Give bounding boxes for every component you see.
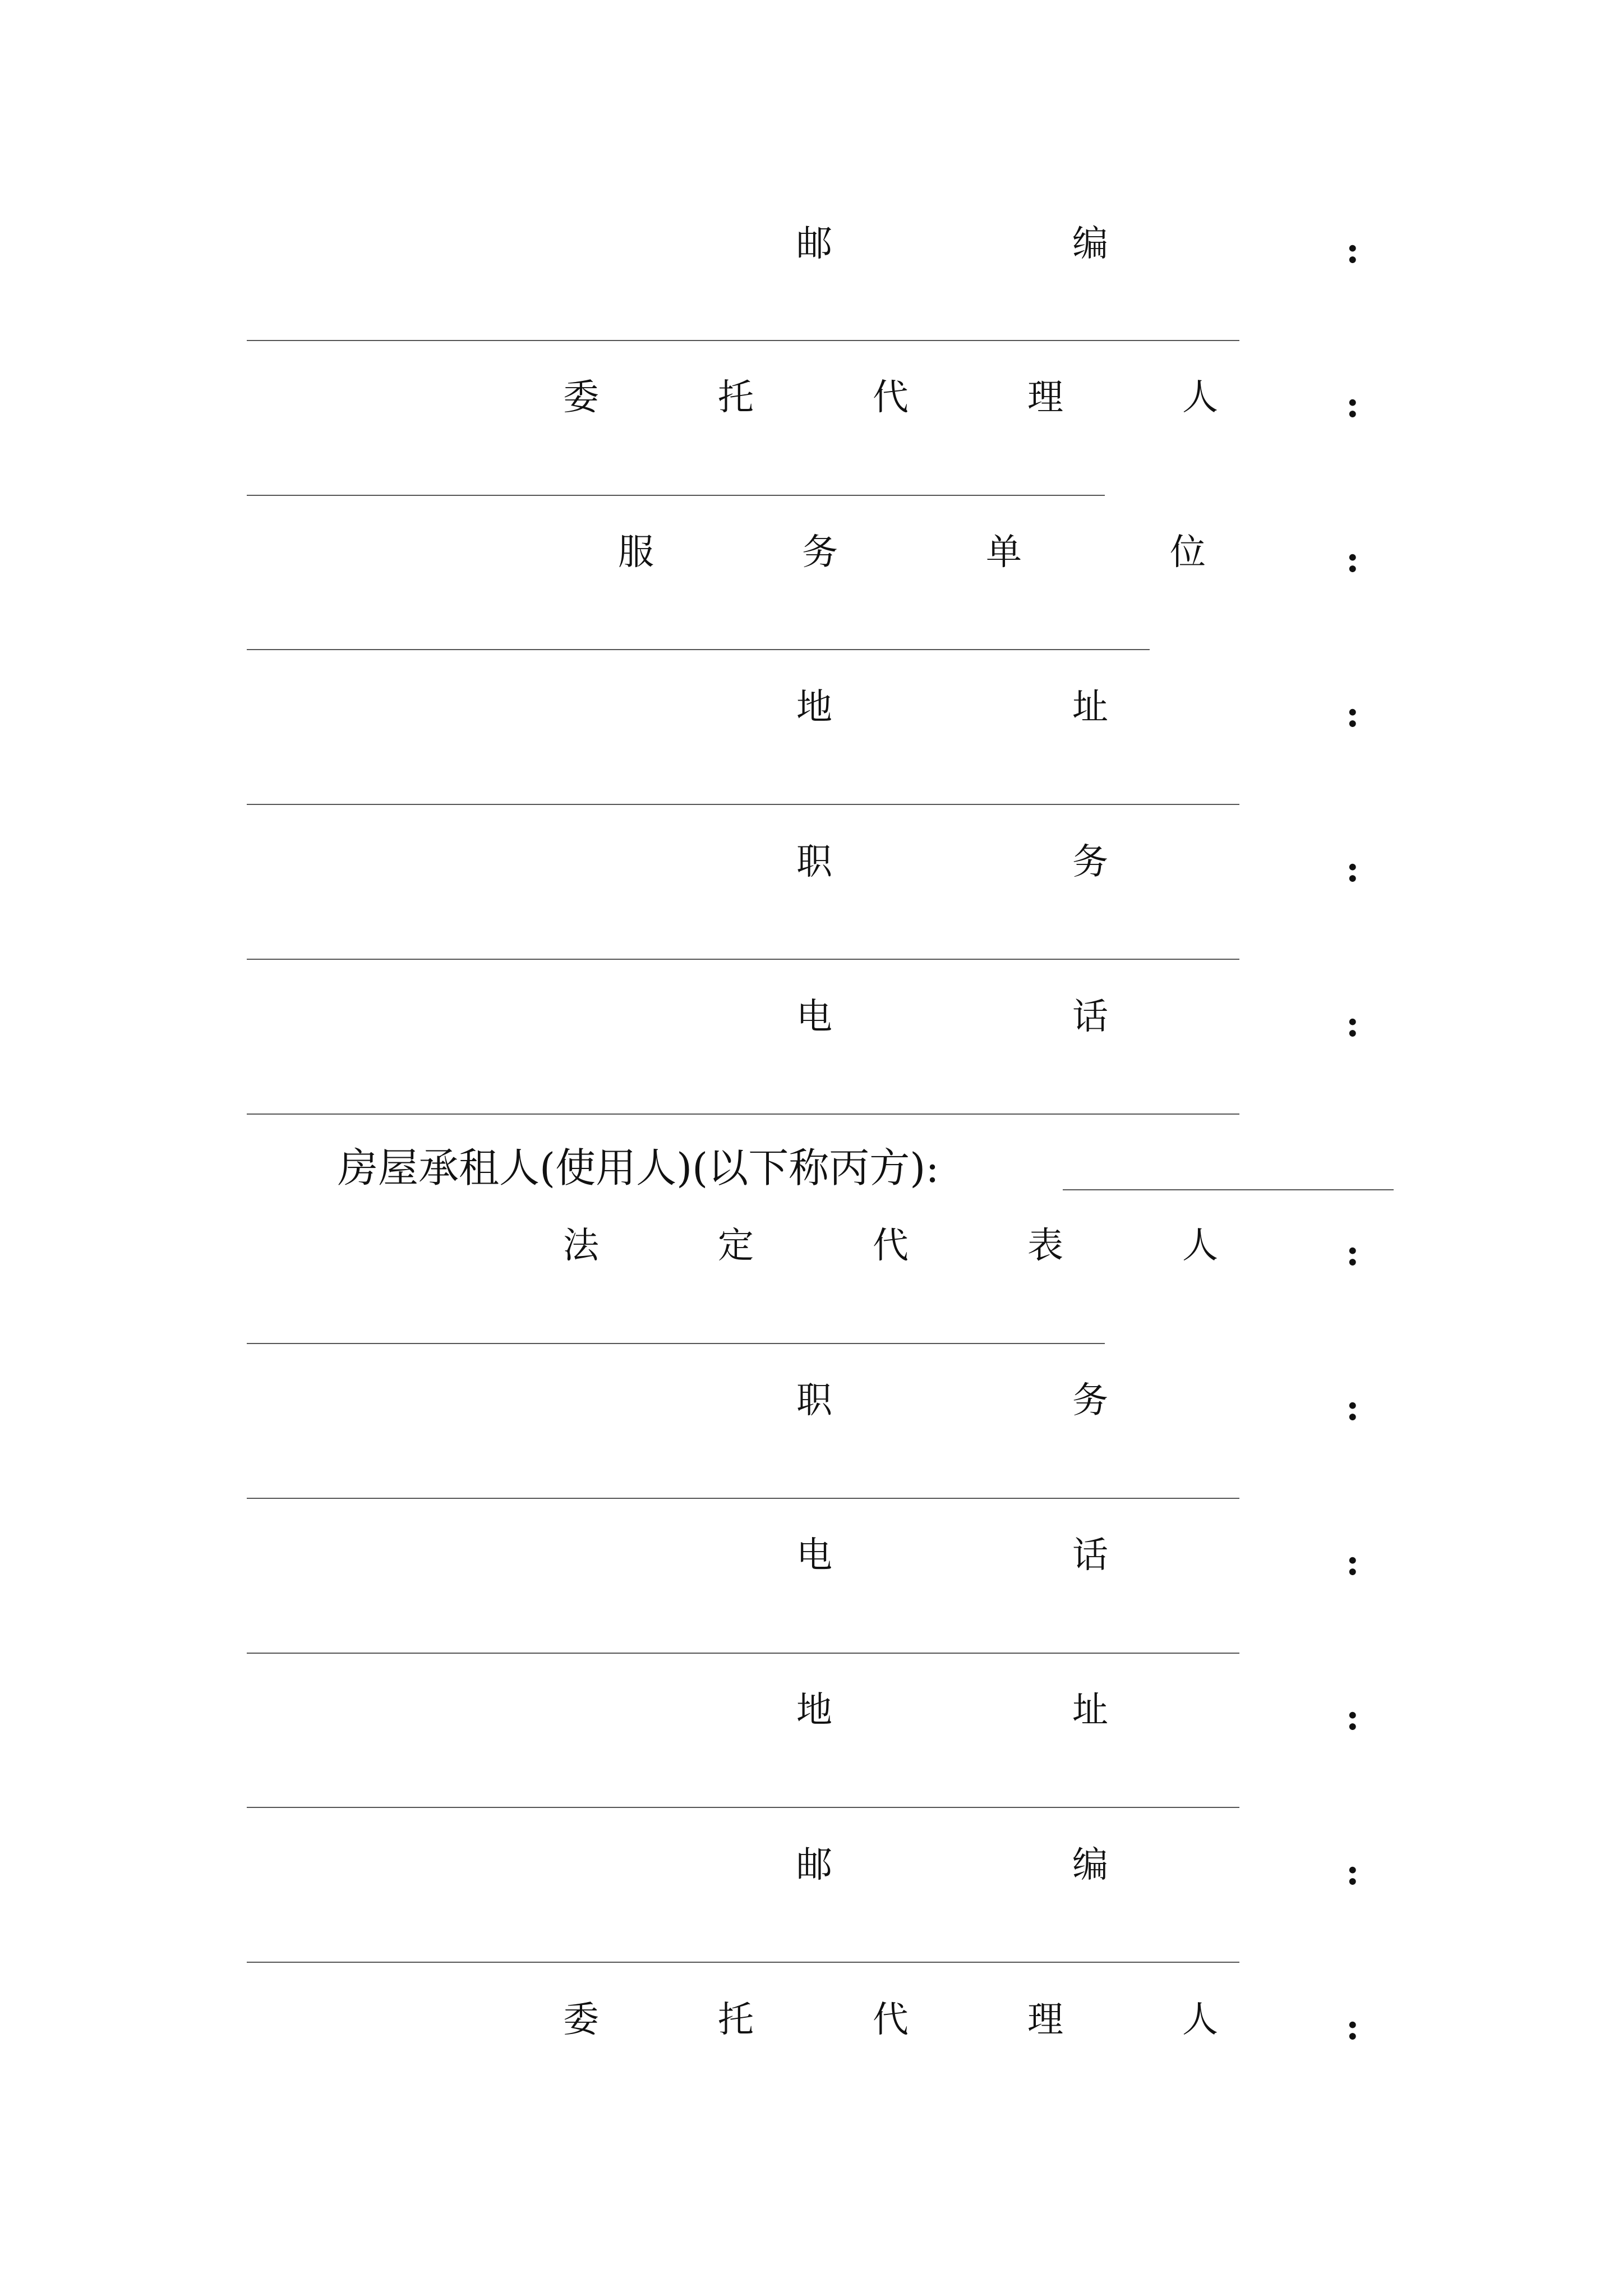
- label-tenant-postcode-char-2: 编: [1072, 1844, 1108, 1886]
- label-tenant-address-colon: :: [1346, 1696, 1359, 1738]
- tenant-postcode-fill-line: [247, 1962, 1239, 1963]
- label-service-unit-char-1: 服: [618, 532, 654, 573]
- label-tenant-phone-colon: :: [1346, 1542, 1359, 1584]
- tenant-phone-fill-line: [247, 1653, 1239, 1654]
- address-fill-line: [247, 804, 1239, 805]
- label-service-unit-colon: :: [1346, 539, 1359, 581]
- label-postcode-char-1: 邮: [796, 223, 832, 265]
- label-tenant-position-char-2: 务: [1072, 1380, 1108, 1421]
- label-agent-char-4: 理: [1027, 377, 1063, 418]
- label-agent-char-5: 人: [1182, 377, 1218, 418]
- label-phone-char-1: 电: [796, 996, 832, 1038]
- label-position-char-1: 职: [796, 841, 832, 883]
- tenant-heading: 房屋承租人(使用人)(以下称丙方):: [338, 1144, 939, 1191]
- label-agent-char-1: 委: [563, 377, 599, 418]
- label-service-unit-char-2: 务: [802, 532, 838, 573]
- position-fill-line: [247, 959, 1239, 960]
- label-address-char-1: 地: [796, 687, 832, 728]
- label-address-char-2: 址: [1072, 687, 1108, 728]
- label-legal-rep-char-3: 代: [873, 1225, 909, 1267]
- phone-fill-line: [247, 1114, 1239, 1115]
- label-address-colon: :: [1346, 693, 1359, 735]
- postcode-fill-line: [247, 340, 1239, 341]
- label-legal-rep-char-1: 法: [563, 1225, 599, 1267]
- label-postcode-char-2: 编: [1072, 223, 1108, 265]
- label-tenant-agent-char-4: 理: [1027, 1999, 1063, 2041]
- label-tenant-agent-char-1: 委: [563, 1999, 599, 2041]
- label-legal-rep-colon: :: [1346, 1232, 1359, 1274]
- tenant-name-blank: [1063, 1189, 1394, 1190]
- label-tenant-postcode-char-1: 邮: [796, 1844, 832, 1886]
- label-tenant-agent-char-2: 托: [718, 1999, 754, 2041]
- label-tenant-phone-char-1: 电: [796, 1535, 832, 1576]
- label-service-unit-char-4: 位: [1170, 532, 1206, 573]
- label-legal-rep-char-2: 定: [718, 1225, 754, 1267]
- label-service-unit-char-3: 单: [986, 532, 1022, 573]
- label-tenant-address-char-1: 地: [796, 1690, 832, 1731]
- label-position-colon: :: [1346, 848, 1359, 890]
- label-tenant-position-char-1: 职: [796, 1380, 832, 1421]
- label-tenant-postcode-colon: :: [1346, 1851, 1359, 1893]
- label-phone-char-2: 话: [1072, 996, 1108, 1038]
- label-tenant-address-char-2: 址: [1072, 1690, 1108, 1731]
- label-tenant-agent-char-3: 代: [873, 1999, 909, 2041]
- label-agent-char-3: 代: [873, 377, 909, 418]
- label-phone-colon: :: [1346, 1003, 1359, 1045]
- agent-fill-line: [247, 495, 1105, 496]
- label-legal-rep-char-5: 人: [1182, 1225, 1218, 1267]
- tenant-position-fill-line: [247, 1498, 1239, 1499]
- label-agent-colon: :: [1346, 384, 1359, 426]
- label-tenant-phone-char-2: 话: [1072, 1535, 1108, 1576]
- label-position-char-2: 务: [1072, 841, 1108, 883]
- legal-rep-fill-line: [247, 1343, 1105, 1344]
- label-postcode-colon: :: [1346, 229, 1359, 272]
- label-tenant-agent-char-5: 人: [1182, 1999, 1218, 2041]
- label-agent-char-2: 托: [718, 377, 754, 418]
- label-tenant-position-colon: :: [1346, 1387, 1359, 1429]
- label-tenant-agent-colon: :: [1346, 2006, 1359, 2048]
- label-legal-rep-char-4: 表: [1027, 1225, 1063, 1267]
- tenant-address-fill-line: [247, 1807, 1239, 1808]
- service-unit-fill-line: [247, 649, 1150, 650]
